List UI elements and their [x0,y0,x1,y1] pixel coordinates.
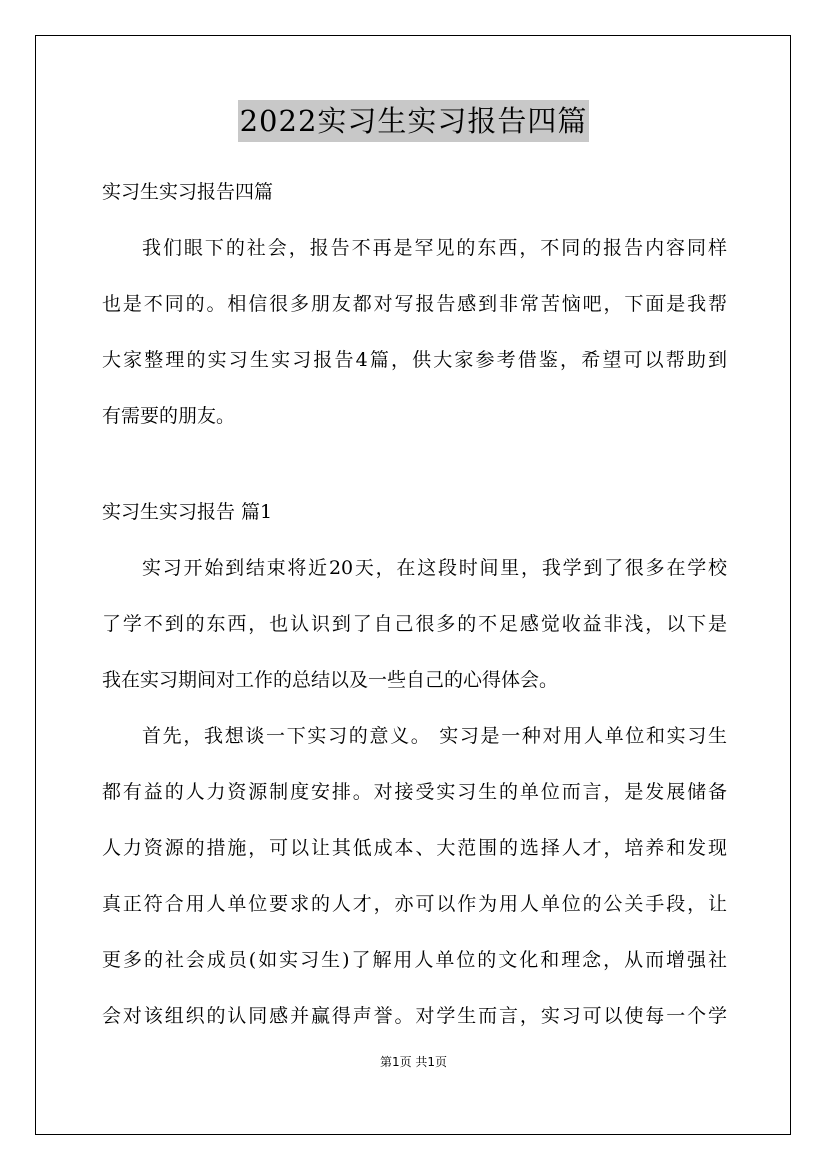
paragraph-2 [102,714,727,1038]
paragraph-line: 实习开始到结束将近20天，在这段时间里，我学到了很多在学校 [142,557,727,579]
intro-paragraph [102,226,727,438]
paragraph-line: 有需要的朋友。 [102,405,236,427]
paragraph-line: 首先，我想谈一下实习的意义。 实习是一种对用人单位和实习生 [142,725,727,747]
paragraph-line: 我们眼下的社会，报告不再是罕见的东西，不同的报告内容同样 [142,237,727,259]
paragraph-line: 真正符合用人单位要求的人才，亦可以作为用人单位的公关手段，让 [102,893,727,915]
page-footer: 第1页 共1页 [379,1055,448,1069]
document-title: 2022实习生实习报告四篇 [238,100,590,142]
paragraph-line: 我在实习期间对工作的总结以及一些自己的心得体会。 [102,669,559,691]
paragraph-line: 会对该组织的认同感并赢得声誉。对学生而言，实习可以使每一个学 [102,1005,727,1027]
paragraph-line: 人力资源的措施，可以让其低成本、大范围的选择人才，培养和发现 [102,837,727,859]
title-wrap [0,100,827,142]
paragraph-line: 也是不同的。相信很多朋友都对写报告感到非常苦恼吧，下面是我帮 [102,293,727,315]
paragraph-line: 都有益的人力资源制度安排。对接受实习生的单位而言，是发展储备 [102,781,727,803]
subtitle: 实习生实习报告四篇 [102,181,274,203]
document-body [102,170,727,1038]
paragraph-1 [102,546,727,702]
paragraph-line: 了学不到的东西，也认识到了自己很多的不足感觉收益非浅，以下是 [102,613,727,635]
paragraph-line: 大家整理的实习生实习报告4篇，供大家参考借鉴，希望可以帮助到 [102,349,727,371]
section-heading: 实习生实习报告 篇1 [102,501,273,523]
paragraph-line: 更多的社会成员(如实习生)了解用人单位的文化和理念，从而增强社 [102,949,727,971]
